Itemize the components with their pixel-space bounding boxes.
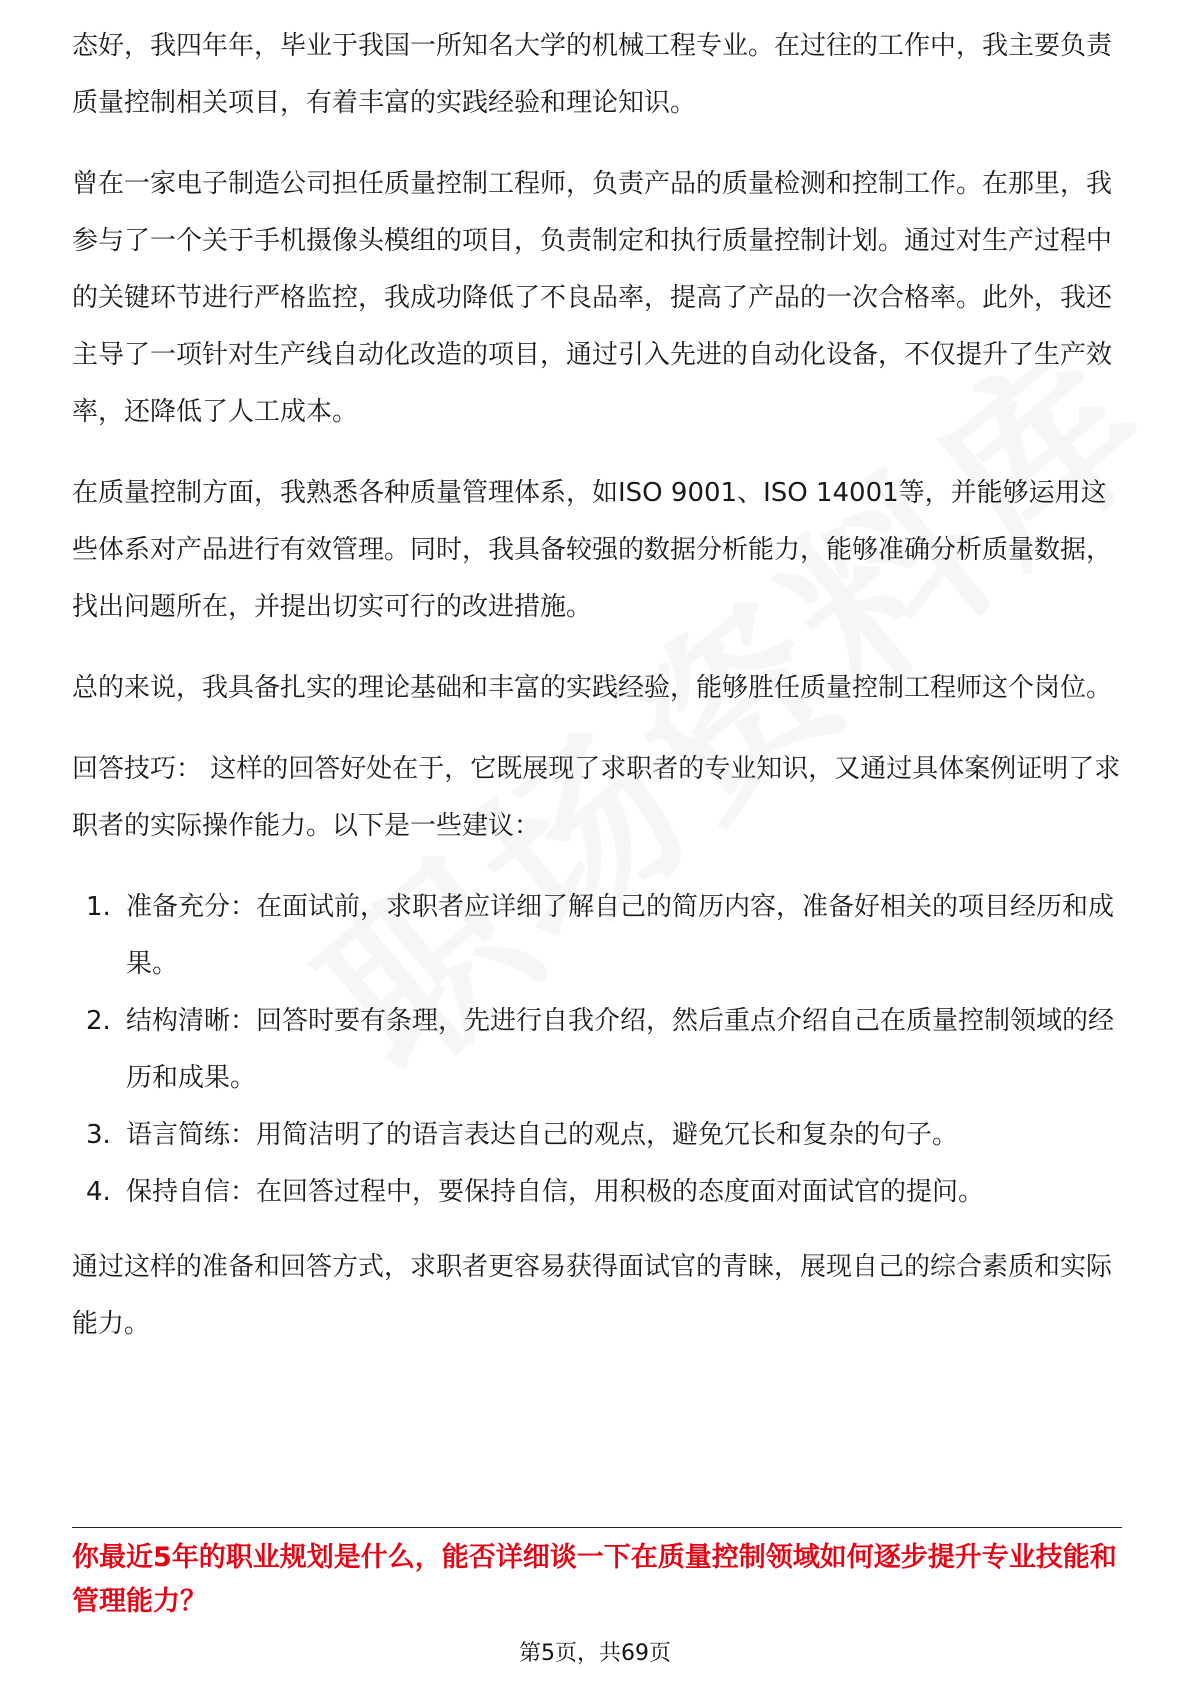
paragraph-intro: 态好，我四年年，毕业于我国一所知名大学的机械工程专业。在过往的工作中，我主要负责质量控制相关项目，有着丰富的实践经验和理论知识。 — [72, 31, 1113, 118]
list-item — [72, 993, 1122, 1107]
paragraph-summary: 总的来说，我具备扎实的理论基础和丰富的实践经验，能够胜任质量控制工程师这个岗位。 — [72, 673, 1113, 703]
page-content — [72, 22, 1122, 1377]
paragraph-quality-systems: 在质量控制方面，我熟悉各种质量管理体系，如ISO 9001、ISO 14001等，并能够运用这些体系对产品进行有效管理。同时，我具备较强的数据分析能力，能够准确分析质量数据，找出问题所在，并提出切实可行的改进措施。 — [72, 478, 1113, 622]
paragraph-experience: 曾在一家电子制造公司担任质量控制工程师，负责产品的质量检测和控制工作。在那里，我参与了一个关于手机摄像头模组的项目，负责制定和执行质量控制计划。通过对生产过程中的关键环节进行严格监控，我成功降低了不良品率，提高了产品的一次合格率。此外，我还主导了一项针对生产线自动化改造的项目，通过引入先进的自动化设备，不仅提升了生产效率，还降低了人工成本。 — [72, 169, 1113, 427]
section-divider — [72, 1527, 1122, 1528]
list-item — [72, 1107, 1122, 1164]
list-item-number: 1. — [86, 892, 111, 922]
paragraph-closing: 通过这样的准备和回答方式，求职者更容易获得面试官的青睐，展现自己的综合素质和实际能力。 — [72, 1252, 1113, 1339]
page-number-footer: 第5页，共69页 — [519, 1641, 671, 1666]
list-item-number: 2. — [86, 1006, 111, 1036]
list-item — [72, 1164, 1122, 1221]
list-item — [72, 879, 1122, 993]
list-item-number: 4. — [86, 1177, 111, 1207]
next-question-heading: 你最近5年的职业规划是什么，能否详细谈一下在质量控制领域如何逐步提升专业技能和管理能力？ — [72, 1542, 1117, 1617]
tips-list — [72, 879, 1122, 1221]
list-item-text: 保持自信：在回答过程中，要保持自信，用积极的态度面对面试官的提问。 — [126, 1177, 985, 1207]
list-item-text: 语言简练：用简洁明了的语言表达自己的观点，避免冗长和复杂的句子。 — [126, 1120, 959, 1150]
paragraph-answer-tips: 回答技巧： 这样的回答好处在于，它既展现了求职者的专业知识，又通过具体案例证明了求职者的实际操作能力。以下是一些建议： — [72, 754, 1121, 841]
list-item-text: 准备充分：在面试前，求职者应详细了解自己的简历内容，准备好相关的项目经历和成果。 — [126, 892, 1115, 979]
list-item-text: 结构清晰：回答时要有条理，先进行自我介绍，然后重点介绍自己在质量控制领域的经历和成果。 — [126, 1006, 1115, 1093]
list-item-number: 3. — [86, 1120, 111, 1150]
